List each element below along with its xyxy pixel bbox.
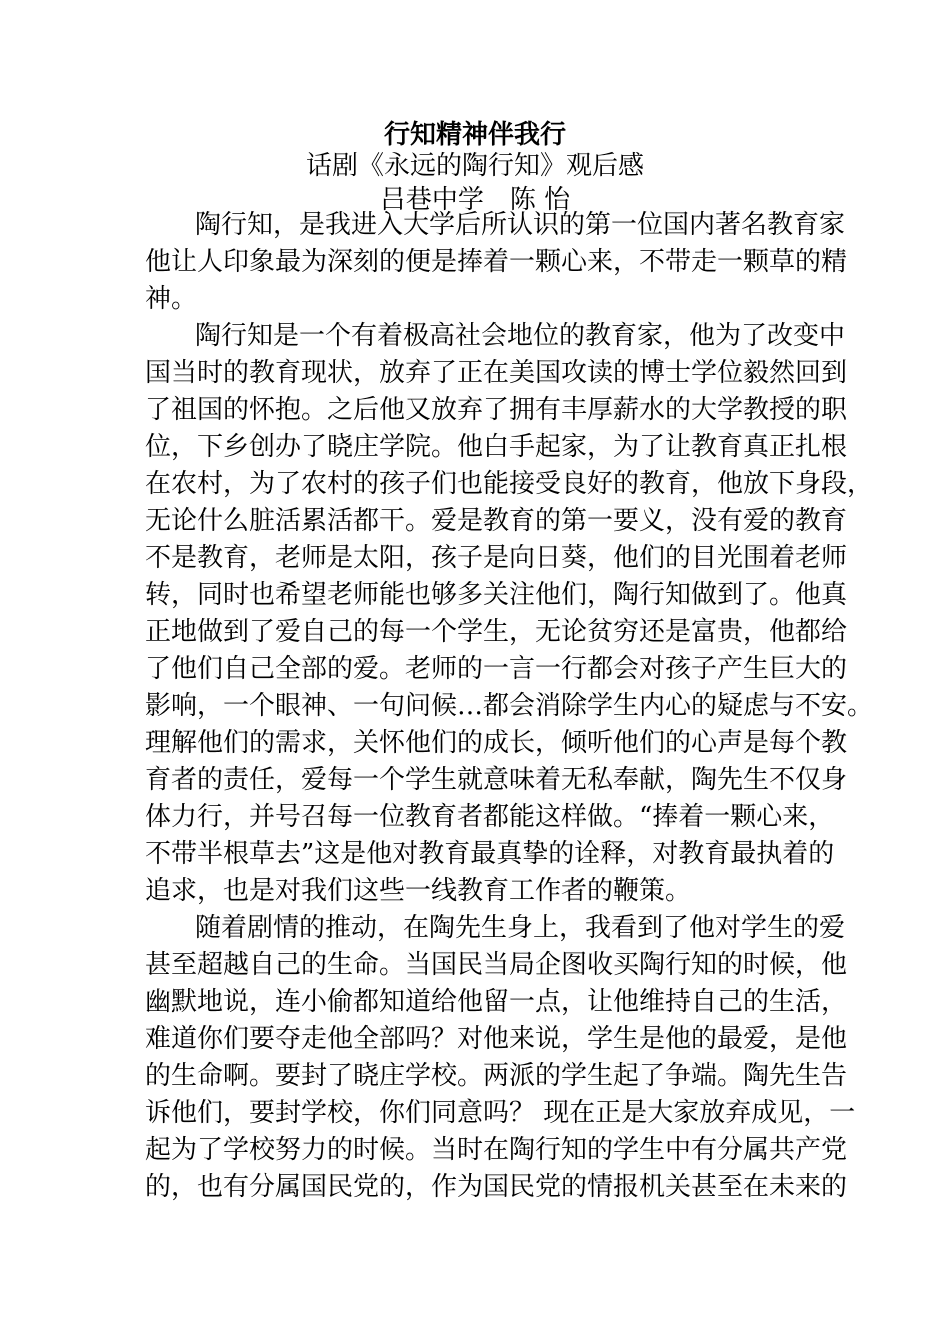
text-line: 体力行，并号召每一位教育者都能这样做。“捧着一颗心来，: [145, 802, 835, 832]
text-line: 正地做到了爱自己的每一个学生，无论贫穷还是富贵，他都给: [145, 617, 848, 647]
text-line: 追求，也是对我们这些一线教育工作者的鞭策。: [145, 876, 692, 906]
text-line: 的生命啊。要封了晓庄学校。两派的学生起了争端。陶先生告: [145, 1061, 848, 1091]
document-subtitle: 话剧《永远的陶行知》观后感: [305, 151, 644, 181]
text-line: 理解他们的需求，关怀他们的成长，倾听他们的心声是每个教: [145, 728, 848, 758]
text-line: 在农村，为了农村的孩子们也能接受良好的教育，他放下身段，: [145, 469, 874, 499]
text-line: 起为了学校努力的时候。当时在陶行知的学生中有分属共产党: [145, 1135, 848, 1165]
text-line: 神。: [145, 284, 198, 314]
text-line: 不带半根草去”这是他对教育最真挚的诠释，对教育最执着的: [145, 839, 835, 869]
text-line: 转，同时也希望老师能也够多关注他们，陶行知做到了。他真: [145, 580, 848, 610]
text-line: 影响，一个眼神、一句问候…都会消除学生内心的疑虑与不安。: [145, 691, 874, 721]
text-line: 甚至超越自己的生命。当国民当局企图收买陶行知的时候，他: [145, 950, 848, 980]
text-line: 了他们自己全部的爱。老师的一言一行都会对孩子产生巨大的: [145, 654, 848, 684]
text-line: 无论什么脏活累活都干。爱是教育的第一要义，没有爱的教育: [145, 506, 848, 536]
text-line: 随着剧情的推动，在陶先生身上，我看到了他对学生的爱: [195, 913, 846, 943]
text-line: 的，也有分属国民党的，作为国民党的情报机关甚至在未来的: [145, 1172, 848, 1202]
text-line: 国当时的教育现状，放弃了正在美国攻读的博士学位毅然回到: [145, 358, 848, 388]
text-line: 位，下乡创办了晓庄学院。他白手起家，为了让教育真正扎根: [145, 432, 848, 462]
text-line: 诉他们，要封学校，你们同意吗？ 现在正是大家放弃成见，一: [145, 1098, 856, 1128]
author-byline: 吕巷中学 陈 怡: [379, 185, 571, 215]
text-line: 了祖国的怀抱。之后他又放弃了拥有丰厚薪水的大学教授的职: [145, 395, 848, 425]
text-line: 育者的责任，爱每一个学生就意味着无私奉献，陶先生不仅身: [145, 765, 848, 795]
text-line: 不是教育，老师是太阳，孩子是向日葵，他们的目光围着老师: [145, 543, 848, 573]
text-line: 陶行知是一个有着极高社会地位的教育家，他为了改变中: [195, 321, 846, 351]
text-line: 幽默地说，连小偷都知道给他留一点，让他维持自己的生活，: [145, 987, 848, 1017]
text-line: 他让人印象最为深刻的便是捧着一颗心来，不带走一颗草的精: [145, 247, 848, 277]
text-line: 陶行知，是我进入大学后所认识的第一位国内著名教育家: [195, 210, 846, 240]
text-line: 难道你们要夺走他全部吗？对他来说，学生是他的最爱，是他: [145, 1024, 848, 1054]
document-title: 行知精神伴我行: [383, 120, 566, 150]
